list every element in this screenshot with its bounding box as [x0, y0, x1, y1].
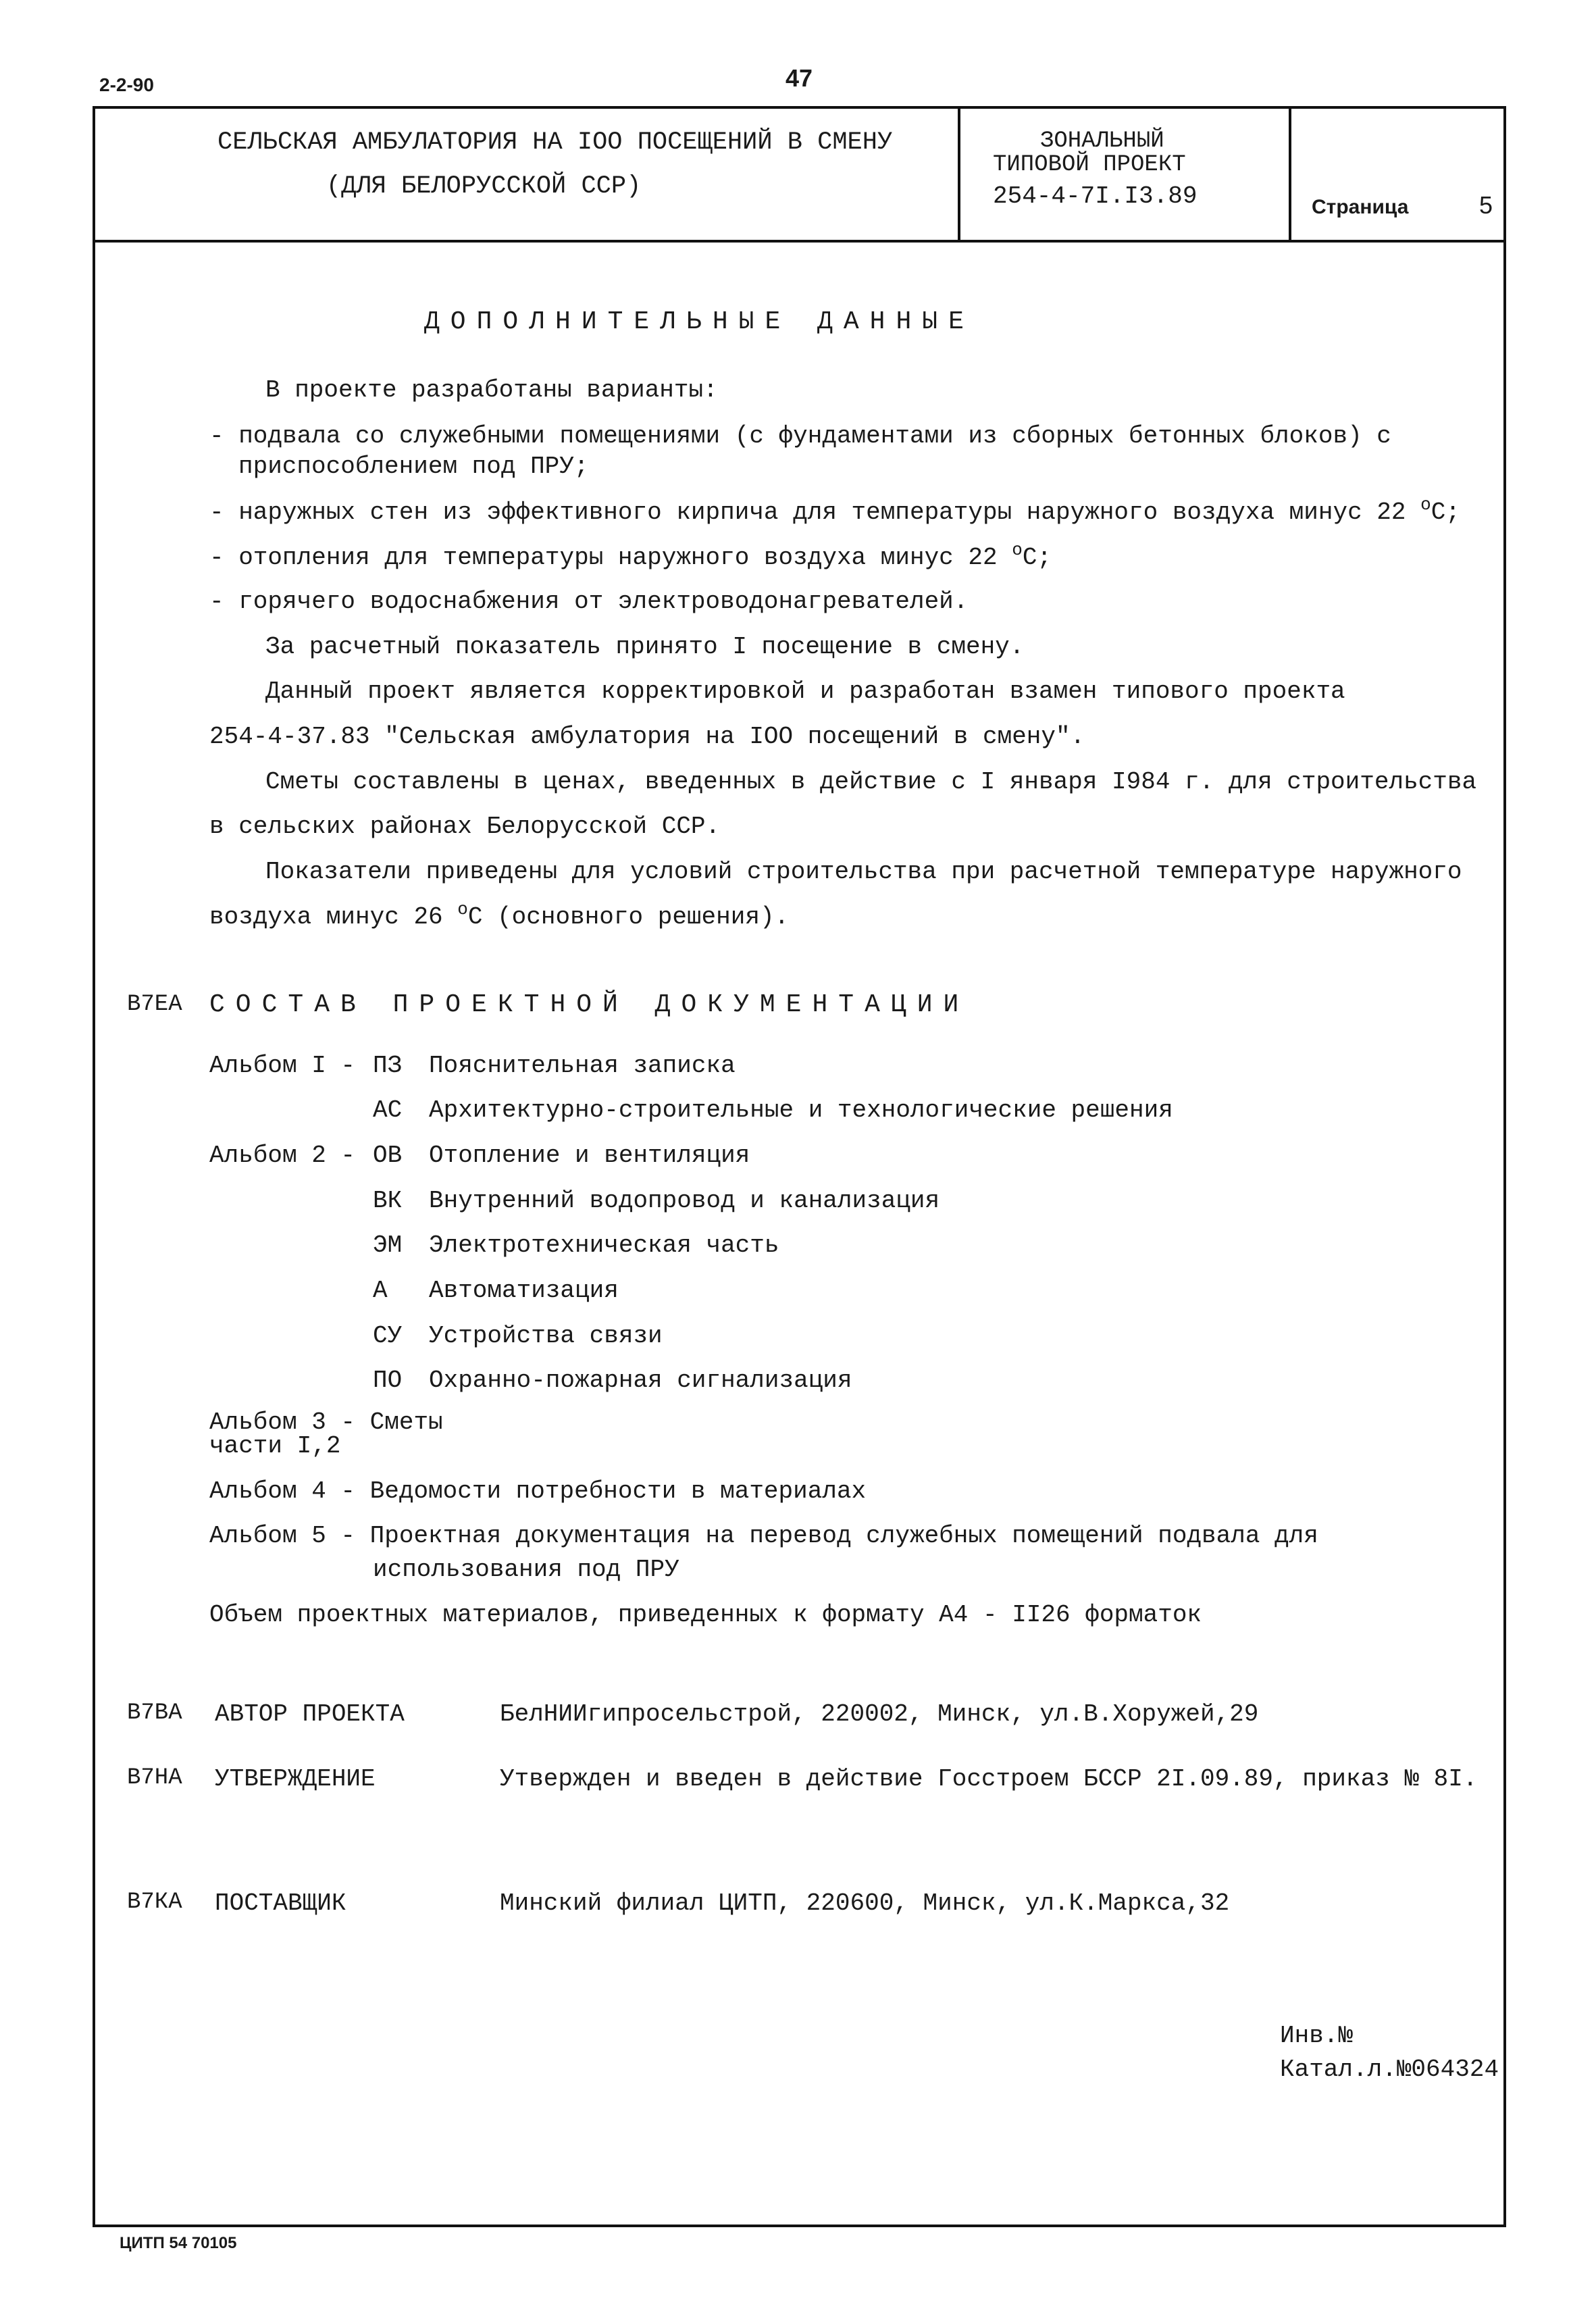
section-title: Внутренний водопровод и канализация	[429, 1187, 940, 1215]
inventory-number: Инв.№	[1280, 2022, 1354, 2050]
section-code: А	[373, 1277, 388, 1304]
section-code: АС	[373, 1096, 403, 1124]
header-title-line2: (ДЛЯ БЕЛОРУССКОЙ ССР)	[326, 172, 642, 201]
section-title: Отопление и вентиляция	[429, 1142, 750, 1169]
section-title: Устройства связи	[429, 1322, 663, 1350]
section-title: Архитектурно-строительные и технологические решения	[429, 1096, 1173, 1124]
paragraph-indicators-1: Показатели приведены для условий строительства при расчетной температуре наружного	[265, 858, 1462, 886]
paragraph-estimates-2: в сельских районах Белорусской ССР.	[209, 813, 721, 840]
header-bottom-rule	[93, 240, 1506, 243]
project-number: 254-4-7I.I3.89	[993, 182, 1198, 210]
extra-intro: В проекте разработаны варианты:	[265, 376, 718, 404]
album-1-label: Альбом I -	[209, 1052, 356, 1079]
paragraph-replacement-1: Данный проект является корректировкой и разработан взамен типового проекта	[265, 678, 1345, 705]
album-4-label: Альбом 4 - Ведомости потребности в материалах	[209, 1477, 867, 1505]
volume-note: Объем проектных материалов, приведенных к формату А4 - II26 форматок	[209, 1601, 1202, 1629]
approval-code: В7НА	[127, 1765, 182, 1791]
composition-code: В7ЕА	[127, 992, 182, 1017]
page-label: Страница	[1312, 196, 1409, 218]
header-divider-2	[1289, 106, 1291, 241]
album-3-label: Альбом 3 - Сметы	[209, 1408, 443, 1436]
paragraph-replacement-2: 254-4-37.83 "Сельская амбулатория на IOO посещений в смену".	[209, 723, 1085, 751]
header-title-line1: СЕЛЬСКАЯ АМБУЛАТОРИЯ НА IOO ПОСЕЩЕНИЙ В СМЕНУ	[217, 128, 893, 157]
section-code: ПЗ	[373, 1052, 403, 1079]
bullet-basement-cont: приспособлением под ПРУ;	[238, 453, 589, 480]
bullet-basement: - подвала со служебными помещениями (с фундаментами из сборных бетонных блоков) с	[209, 422, 1391, 450]
project-type-line2: ТИПОВОЙ ПРОЕКТ	[993, 152, 1186, 178]
project-type-line1: ЗОНАЛЬНЫЙ	[1040, 128, 1164, 154]
bullet-hot-water: - горячего водоснабжения от электроводонагревателей.	[209, 588, 969, 615]
sheet-number: 47	[786, 64, 813, 92]
author-value: БелНИИгипросельстрой, 220002, Минск, ул.В.Хоружей,29	[500, 1700, 1259, 1728]
author-code: В7ВА	[127, 1700, 182, 1726]
document-code: 2-2-90	[99, 74, 154, 95]
bullet-heating: - отопления для температуры наружного воздуха минус 22 $^о$С;	[209, 540, 1052, 571]
footer-stamp: ЦИТП 54 70105	[120, 2234, 237, 2252]
bullet-walls: - наружных стен из эффективного кирпича для температуры наружного воздуха минус 22 $^о$С;	[209, 494, 1460, 526]
composition-heading: СОСТАВ ПРОЕКТНОЙ ДОКУМЕНТАЦИИ	[209, 990, 970, 1019]
section-code: ВК	[373, 1187, 403, 1215]
paragraph-indicators-2: воздуха минус 26 $^о$С (основного решения).	[209, 899, 790, 931]
paragraph-estimates-1: Сметы составлены в ценах, введенных в действие с I января I984 г. для строительства	[265, 768, 1477, 796]
extra-heading: ДОПОЛНИТЕЛЬНЫЕ ДАННЫЕ	[424, 307, 975, 336]
section-title: Пояснительная записка	[429, 1052, 736, 1079]
paragraph-indicator: За расчетный показатель принято I посещение в смену.	[265, 633, 1025, 661]
section-title: Электротехническая часть	[429, 1231, 779, 1259]
supplier-value: Минский филиал ЦИТП, 220600, Минск, ул.К.Маркса,32	[500, 1889, 1230, 1917]
section-title: Автоматизация	[429, 1277, 619, 1304]
section-code: СУ	[373, 1322, 403, 1350]
section-code: ОВ	[373, 1142, 403, 1169]
page-value: 5	[1479, 191, 1493, 219]
section-code: ПО	[373, 1367, 403, 1394]
approval-label: УТВЕРЖДЕНИЕ	[215, 1765, 376, 1793]
author-label: АВТОР ПРОЕКТА	[215, 1700, 405, 1728]
catalog-sheet-number: Катал.л.№064324	[1280, 2056, 1499, 2083]
header-divider-1	[958, 106, 960, 241]
album-3-parts: части I,2	[209, 1432, 341, 1460]
section-title: Охранно-пожарная сигнализация	[429, 1367, 852, 1394]
approval-value: Утвержден и введен в действие Госстроем БССР 2I.09.89, приказ № 8I.	[500, 1765, 1478, 1793]
album-5-cont: использования под ПРУ	[373, 1556, 679, 1583]
album-2-label: Альбом 2 -	[209, 1142, 356, 1169]
album-5-label: Альбом 5 - Проектная документация на перевод служебных помещений подвала для	[209, 1522, 1318, 1550]
supplier-code: В7КА	[127, 1889, 182, 1915]
supplier-label: ПОСТАВЩИК	[215, 1889, 346, 1917]
section-code: ЭМ	[373, 1231, 403, 1259]
